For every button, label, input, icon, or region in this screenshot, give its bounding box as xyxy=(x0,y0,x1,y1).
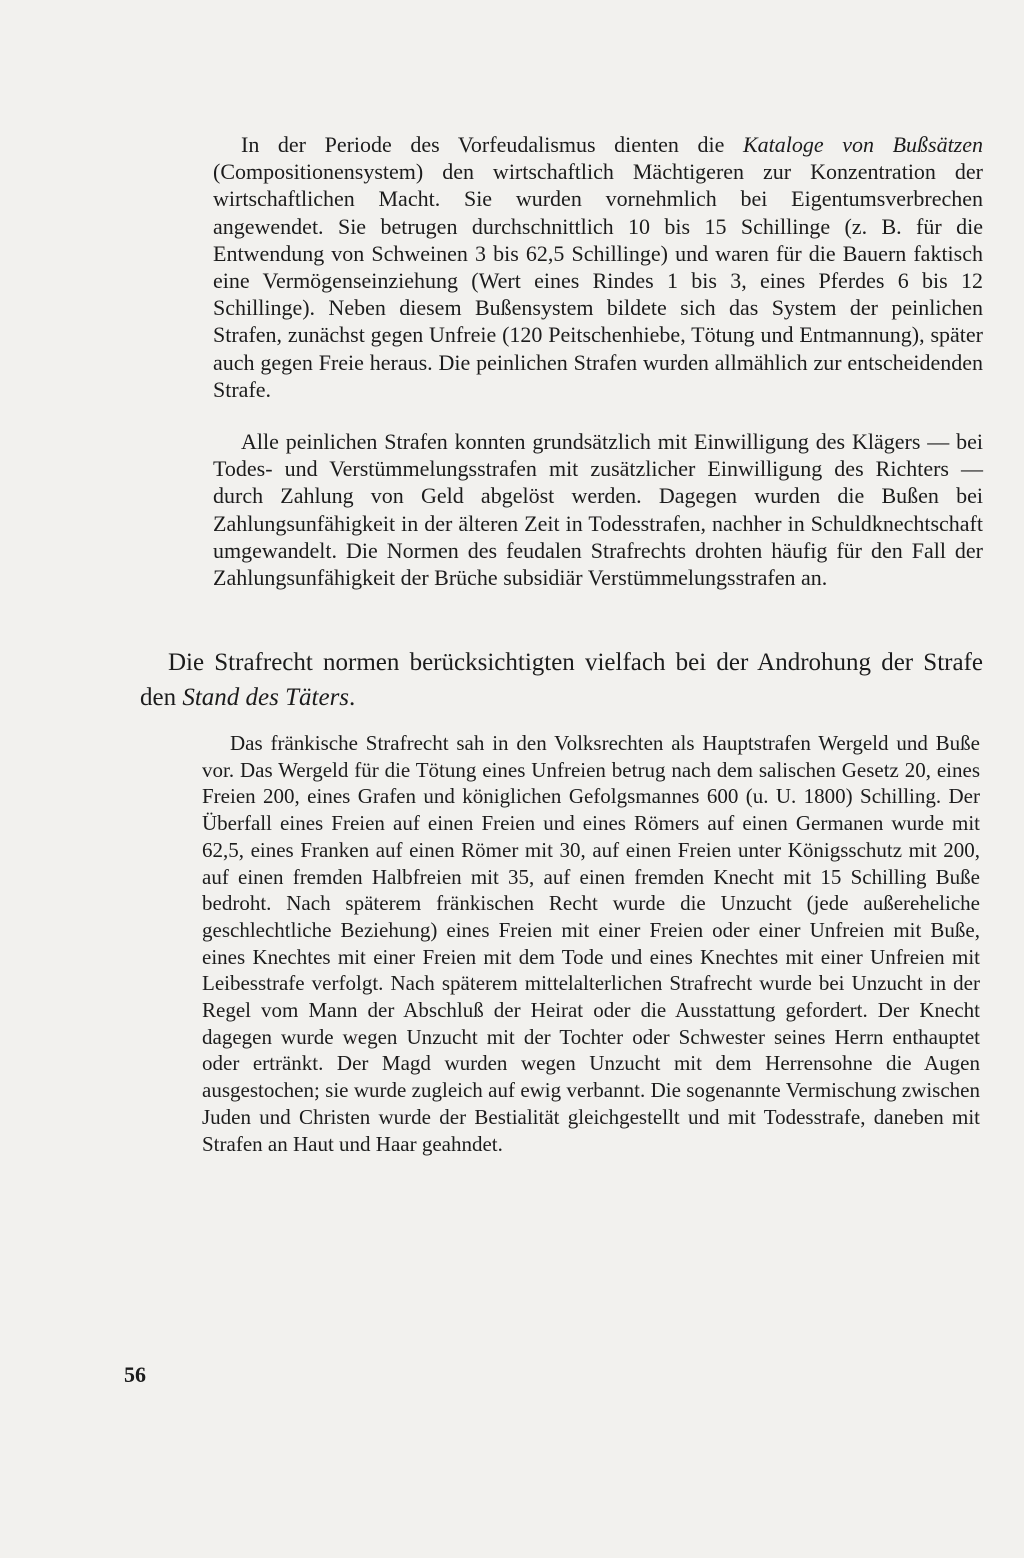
page-number: 56 xyxy=(124,1362,146,1387)
paragraph-2: Alle peinlichen Strafen konnten grundsätzlich mit Einwilligung des Klägers — bei Todes- und Verstümmelungsstrafen mit zusätzlicher Einwilligung des Richters — durch Zahlung von Geld abgelöst werden. Dagegen wurden die Bußen bei Zahlungsunfähigkeit in der älteren Zeit in Todesstrafen, nachher in Schuldknechtschaft umgewandelt. Die Normen des feudalen Strafrechts drohten häufig für den Fall der Zahlungsunfähigkeit der Brüche subsidiär Verstümmelungsstrafen an. xyxy=(213,429,983,591)
section-heading xyxy=(140,645,983,715)
heading-lead: Die Strafrecht normen berücksichtigten vielfach bei der Androhung der Strafe den xyxy=(140,649,983,711)
heading-emphasis: Stand des Täters xyxy=(182,684,350,711)
paragraph-1-emphasis: Kataloge von Bußsätzen xyxy=(742,132,984,157)
paragraph-1-lead: In der Periode des Vorfeudalismus dienten die xyxy=(241,132,743,157)
paragraph-1 xyxy=(213,131,983,403)
paragraph-1-rest: (Compositionensystem) den wirtschaftlich Mächtigeren zur Konzentration der wirtschaftlichen Macht. Sie wurden vornehmlich bei Eigentumsverbrechen angewendet. Sie betrugen durchschnittlich 10 bis 15 Schillinge (z. B. für die Entwendung von Schweinen 3 bis 62,5 Schillinge) und waren für die Bauern faktisch eine Vermögenseinziehung (Wert eines Rindes 1 bis 3, eines Pferdes 6 bis 12 Schillinge). Neben diesem Bußensystem bildete sich das System der peinlichen Strafen, zunächst gegen Unfreie (120 Peitschenhiebe, Tötung und Entmannung), später auch gegen Freie heraus. Die peinlichen Strafen wurden allmählich zur entscheidenden Strafe. xyxy=(213,159,983,402)
paragraph-3: Das fränkische Strafrecht sah in den Volksrechten als Hauptstrafen Wergeld und Buße vor. Das Wergeld für die Tötung eines Unfreien betrug nach dem salischen Gesetz 20, eines Freien 200, eines Grafen und königlichen Gefolgsmannes 600 (u. U. 1800) Schilling. Der Überfall eines Freien auf einen Freien und eines Römers auf einen Germanen wurde mit 62,5, eines Franken auf einen Römer mit 30, auf einen Freien unter Königsschutz mit 200, auf einen fremden Halbfreien mit 35, auf einen fremden Knecht mit 15 Schilling Buße bedroht. Nach späterem fränkischen Recht wurde die Unzucht (jede außereheliche geschlechtliche Beziehung) eines Freien mit einer Freien oder einer Unfreien mit Buße, eines Knechtes mit einer Freien mit dem Tode und eines Knechtes mit einer Unfreien mit Leibesstrafe verfolgt. Nach späterem mittelalterlichen Strafrecht wurde bei Unzucht in der Regel vom Mann der Abschluß der Heirat oder die Ausstattung gefordert. Der Knecht dagegen wurde wegen Unzucht mit der Tochter oder Schwester seines Herrn enthauptet oder ertränkt. Der Magd wurden wegen Unzucht mit dem Herrensohne die Augen ausgestochen; sie wurde zugleich auf ewig verbannt. Die sogenannte Vermischung zwischen Juden und Christen wurde der Bestialität gleichgestellt und mit Todesstrafe, daneben mit Strafen an Haut und Haar geahndet. xyxy=(202,731,980,1156)
heading-end: . xyxy=(349,684,356,711)
